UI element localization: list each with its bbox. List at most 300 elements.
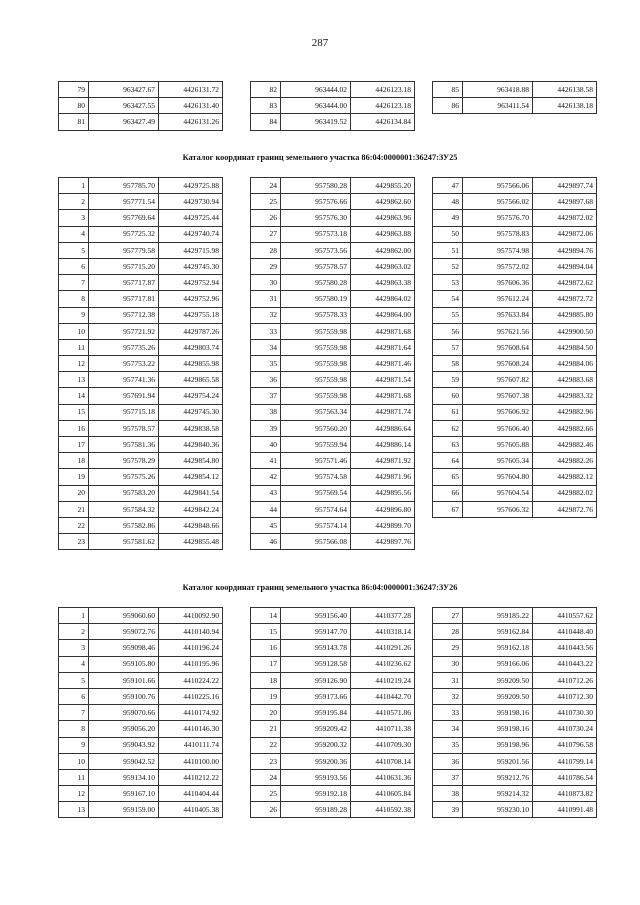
- y-coordinate: 4410318.14: [351, 624, 415, 640]
- y-coordinate: 4426131.26: [159, 114, 223, 130]
- table-row: [251, 291, 415, 307]
- point-number: 24: [251, 769, 281, 785]
- point-number: 21: [59, 501, 89, 517]
- x-coordinate: 963411.54: [463, 98, 533, 114]
- y-coordinate: 4426138.18: [533, 98, 597, 114]
- table-row: [433, 721, 597, 737]
- x-coordinate: 957583.20: [89, 485, 159, 501]
- x-coordinate: 959166.06: [463, 656, 533, 672]
- x-coordinate: 959056.20: [89, 721, 159, 737]
- table-row: [433, 624, 597, 640]
- x-coordinate: 957566.08: [281, 534, 351, 550]
- coordinate-table: [250, 177, 415, 550]
- x-coordinate: 957633.84: [463, 307, 533, 323]
- x-coordinate: 957574.58: [281, 469, 351, 485]
- x-coordinate: 957607.82: [463, 372, 533, 388]
- y-coordinate: 4429752.96: [159, 291, 223, 307]
- table-row: [59, 437, 223, 453]
- y-coordinate: 4429882.96: [533, 404, 597, 420]
- point-number: 33: [433, 705, 463, 721]
- y-coordinate: 4429752.94: [159, 275, 223, 291]
- x-coordinate: 957573.18: [281, 226, 351, 242]
- y-coordinate: 4410708.14: [351, 753, 415, 769]
- point-number: 2: [59, 194, 89, 210]
- point-number: 57: [433, 339, 463, 355]
- y-coordinate: 4429895.56: [351, 485, 415, 501]
- point-number: 43: [251, 485, 281, 501]
- y-coordinate: 4410404.44: [159, 786, 223, 802]
- point-number: 1: [59, 608, 89, 624]
- point-number: 21: [251, 721, 281, 737]
- point-number: 12: [59, 356, 89, 372]
- table-row: [251, 737, 415, 753]
- point-number: 7: [59, 275, 89, 291]
- point-number: 65: [433, 469, 463, 485]
- point-number: 24: [251, 178, 281, 194]
- table-row: [433, 178, 597, 194]
- table-row: [251, 534, 415, 550]
- point-number: 17: [59, 437, 89, 453]
- x-coordinate: 957605.34: [463, 453, 533, 469]
- point-number: 26: [251, 210, 281, 226]
- x-coordinate: 963427.67: [89, 82, 159, 98]
- y-coordinate: 4410219.24: [351, 672, 415, 688]
- point-number: 28: [433, 624, 463, 640]
- table-row: [433, 339, 597, 355]
- y-coordinate: 4429840.36: [159, 437, 223, 453]
- x-coordinate: 957771.54: [89, 194, 159, 210]
- x-coordinate: 957753.22: [89, 356, 159, 372]
- point-number: 1: [59, 178, 89, 194]
- point-number: 35: [433, 737, 463, 753]
- point-number: 31: [251, 291, 281, 307]
- table-row: [251, 656, 415, 672]
- table-row: [251, 501, 415, 517]
- table-row: [433, 420, 597, 436]
- x-coordinate: 959162.18: [463, 640, 533, 656]
- point-number: 15: [251, 624, 281, 640]
- point-number: 10: [59, 753, 89, 769]
- table-row: [251, 372, 415, 388]
- y-coordinate: 4426134.84: [351, 114, 415, 130]
- y-coordinate: 4429872.72: [533, 291, 597, 307]
- x-coordinate: 957575.26: [89, 469, 159, 485]
- x-coordinate: 957573.56: [281, 242, 351, 258]
- y-coordinate: 4410212.22: [159, 769, 223, 785]
- table-row: [59, 307, 223, 323]
- table-row: [251, 802, 415, 818]
- page-number: 287: [311, 37, 329, 49]
- point-number: 38: [433, 786, 463, 802]
- point-number: 66: [433, 485, 463, 501]
- y-coordinate: 4429894.76: [533, 242, 597, 258]
- x-coordinate: 963427.55: [89, 98, 159, 114]
- y-coordinate: 4410605.84: [351, 786, 415, 802]
- table-row: [251, 688, 415, 704]
- table-row: [251, 437, 415, 453]
- table-row: [433, 802, 597, 818]
- table-row: [251, 339, 415, 355]
- table-row: [251, 624, 415, 640]
- y-coordinate: 4426123.18: [351, 98, 415, 114]
- table-row: [59, 420, 223, 436]
- y-coordinate: 4410730.24: [533, 721, 597, 737]
- point-number: 39: [433, 802, 463, 818]
- point-number: 15: [59, 404, 89, 420]
- y-coordinate: 4410291.26: [351, 640, 415, 656]
- table-row: [433, 388, 597, 404]
- table-row: [59, 534, 223, 550]
- x-coordinate: 959101.66: [89, 672, 159, 688]
- y-coordinate: 4429855.48: [159, 534, 223, 550]
- y-coordinate: 4429838.58: [159, 420, 223, 436]
- x-coordinate: 959195.84: [281, 705, 351, 721]
- point-number: 54: [433, 291, 463, 307]
- table-row: [59, 226, 223, 242]
- x-coordinate: 959072.76: [89, 624, 159, 640]
- x-coordinate: 957607.38: [463, 388, 533, 404]
- x-coordinate: 957691.94: [89, 388, 159, 404]
- point-number: 41: [251, 453, 281, 469]
- coordinate-table: [432, 607, 597, 818]
- point-number: 81: [59, 114, 89, 130]
- y-coordinate: 4429882.12: [533, 469, 597, 485]
- point-number: 40: [251, 437, 281, 453]
- point-number: 11: [59, 769, 89, 785]
- y-coordinate: 4429884.50: [533, 339, 597, 355]
- x-coordinate: 957582.86: [89, 517, 159, 533]
- x-coordinate: 957566.02: [463, 194, 533, 210]
- point-number: 8: [59, 721, 89, 737]
- x-coordinate: 957574.64: [281, 501, 351, 517]
- x-coordinate: 959043.92: [89, 737, 159, 753]
- point-number: 29: [251, 258, 281, 274]
- point-number: 23: [59, 534, 89, 550]
- point-number: 14: [251, 608, 281, 624]
- point-number: 39: [251, 420, 281, 436]
- table-row: [59, 339, 223, 355]
- table-row: [59, 672, 223, 688]
- x-coordinate: 957725.32: [89, 226, 159, 242]
- y-coordinate: 4429871.68: [351, 323, 415, 339]
- y-coordinate: 4410730.30: [533, 705, 597, 721]
- point-number: 42: [251, 469, 281, 485]
- x-coordinate: 957606.36: [463, 275, 533, 291]
- y-coordinate: 4410224.22: [159, 672, 223, 688]
- point-number: 3: [59, 640, 89, 656]
- point-number: 26: [251, 802, 281, 818]
- x-coordinate: 957621.56: [463, 323, 533, 339]
- x-coordinate: 957559.98: [281, 372, 351, 388]
- table-row: [433, 82, 597, 98]
- x-coordinate: 959173.66: [281, 688, 351, 704]
- table-row: [59, 786, 223, 802]
- x-coordinate: 957576.66: [281, 194, 351, 210]
- x-coordinate: 957779.58: [89, 242, 159, 258]
- y-coordinate: 4410174.92: [159, 705, 223, 721]
- point-number: 22: [251, 737, 281, 753]
- x-coordinate: 957559.94: [281, 437, 351, 453]
- table-row: [251, 323, 415, 339]
- y-coordinate: 4410873.82: [533, 786, 597, 802]
- table-row: [433, 242, 597, 258]
- table-row: [59, 485, 223, 501]
- coordinate-table: [250, 607, 415, 818]
- y-coordinate: 4429871.46: [351, 356, 415, 372]
- table-row: [433, 485, 597, 501]
- coordinate-table: [58, 177, 223, 550]
- x-coordinate: 959189.28: [281, 802, 351, 818]
- table-row: [59, 404, 223, 420]
- point-number: 17: [251, 656, 281, 672]
- y-coordinate: 4429872.06: [533, 226, 597, 242]
- x-coordinate: 957566.06: [463, 178, 533, 194]
- table-row: [433, 608, 597, 624]
- coordinate-table: [432, 177, 597, 518]
- point-number: 51: [433, 242, 463, 258]
- x-coordinate: 957785.70: [89, 178, 159, 194]
- y-coordinate: 4429864.02: [351, 291, 415, 307]
- y-coordinate: 4410195.96: [159, 656, 223, 672]
- table-row: [433, 437, 597, 453]
- table-row: [433, 275, 597, 291]
- table-row: [251, 210, 415, 226]
- y-coordinate: 4410111.74: [159, 737, 223, 753]
- point-number: 19: [59, 469, 89, 485]
- y-coordinate: 4429897.76: [351, 534, 415, 550]
- x-coordinate: 959209.50: [463, 688, 533, 704]
- point-number: 2: [59, 624, 89, 640]
- table-row: [433, 501, 597, 517]
- y-coordinate: 4410448.40: [533, 624, 597, 640]
- x-coordinate: 957574.14: [281, 517, 351, 533]
- point-number: 20: [251, 705, 281, 721]
- x-coordinate: 959201.56: [463, 753, 533, 769]
- catalog-heading: Каталог координат границ земельного участка 86:04:0000001:36247:ЗУ26: [182, 583, 458, 592]
- x-coordinate: 957559.98: [281, 323, 351, 339]
- x-coordinate: 957608.24: [463, 356, 533, 372]
- y-coordinate: 4429841.54: [159, 485, 223, 501]
- point-number: 32: [251, 307, 281, 323]
- table-row: [59, 82, 223, 98]
- table-row: [59, 721, 223, 737]
- point-number: 3: [59, 210, 89, 226]
- y-coordinate: 4410786.54: [533, 769, 597, 785]
- y-coordinate: 4410236.62: [351, 656, 415, 672]
- table-row: [251, 114, 415, 130]
- table-row: [251, 640, 415, 656]
- point-number: 58: [433, 356, 463, 372]
- point-number: 32: [433, 688, 463, 704]
- x-coordinate: 959128.58: [281, 656, 351, 672]
- x-coordinate: 959098.46: [89, 640, 159, 656]
- table-row: [251, 453, 415, 469]
- table-row: [251, 275, 415, 291]
- x-coordinate: 959230.10: [463, 802, 533, 818]
- table-row: [251, 786, 415, 802]
- point-number: 49: [433, 210, 463, 226]
- x-coordinate: 959209.42: [281, 721, 351, 737]
- x-coordinate: 959200.32: [281, 737, 351, 753]
- y-coordinate: 4410712.26: [533, 672, 597, 688]
- table-row: [433, 307, 597, 323]
- table-row: [433, 640, 597, 656]
- x-coordinate: 957606.92: [463, 404, 533, 420]
- point-number: 6: [59, 688, 89, 704]
- y-coordinate: 4429871.54: [351, 372, 415, 388]
- x-coordinate: 957580.28: [281, 275, 351, 291]
- table-row: [59, 178, 223, 194]
- x-coordinate: 957563.34: [281, 404, 351, 420]
- y-coordinate: 4410796.58: [533, 737, 597, 753]
- y-coordinate: 4429864.00: [351, 307, 415, 323]
- y-coordinate: 4429886.14: [351, 437, 415, 453]
- y-coordinate: 4429745.30: [159, 258, 223, 274]
- catalog-heading: Каталог координат границ земельного участка 86:04:0000001:36247:ЗУ25: [182, 153, 458, 162]
- table-row: [59, 242, 223, 258]
- x-coordinate: 957717.87: [89, 275, 159, 291]
- coordinate-table: [58, 607, 223, 818]
- x-coordinate: 957578.57: [281, 258, 351, 274]
- x-coordinate: 963419.52: [281, 114, 351, 130]
- y-coordinate: 4429863.02: [351, 258, 415, 274]
- x-coordinate: 957578.33: [281, 307, 351, 323]
- x-coordinate: 959147.70: [281, 624, 351, 640]
- table-row: [433, 210, 597, 226]
- table-row: [433, 688, 597, 704]
- table-row: [251, 307, 415, 323]
- y-coordinate: 4410443.56: [533, 640, 597, 656]
- point-number: 25: [251, 194, 281, 210]
- x-coordinate: 959126.90: [281, 672, 351, 688]
- table-row: [251, 258, 415, 274]
- table-row: [59, 517, 223, 533]
- x-coordinate: 959134.10: [89, 769, 159, 785]
- table-row: [59, 388, 223, 404]
- y-coordinate: 4429883.68: [533, 372, 597, 388]
- table-row: [59, 469, 223, 485]
- x-coordinate: 957580.19: [281, 291, 351, 307]
- x-coordinate: 957721.92: [89, 323, 159, 339]
- point-number: 34: [433, 721, 463, 737]
- x-coordinate: 957574.98: [463, 242, 533, 258]
- y-coordinate: 4429872.02: [533, 210, 597, 226]
- table-row: [251, 356, 415, 372]
- y-coordinate: 4429863.38: [351, 275, 415, 291]
- y-coordinate: 4429882.02: [533, 485, 597, 501]
- y-coordinate: 4429862.00: [351, 242, 415, 258]
- table-row: [251, 769, 415, 785]
- table-row: [59, 275, 223, 291]
- x-coordinate: 959193.56: [281, 769, 351, 785]
- y-coordinate: 4410442.70: [351, 688, 415, 704]
- y-coordinate: 4410092.90: [159, 608, 223, 624]
- y-coordinate: 4429755.18: [159, 307, 223, 323]
- x-coordinate: 959198.16: [463, 721, 533, 737]
- table-row: [59, 372, 223, 388]
- table-row: [433, 356, 597, 372]
- point-number: 46: [251, 534, 281, 550]
- x-coordinate: 959156.40: [281, 608, 351, 624]
- y-coordinate: 4429886.64: [351, 420, 415, 436]
- table-row: [251, 404, 415, 420]
- x-coordinate: 957578.83: [463, 226, 533, 242]
- point-number: 14: [59, 388, 89, 404]
- point-number: 80: [59, 98, 89, 114]
- table-row: [251, 705, 415, 721]
- table-row: [251, 194, 415, 210]
- point-number: 53: [433, 275, 463, 291]
- x-coordinate: 957569.54: [281, 485, 351, 501]
- y-coordinate: 4410100.00: [159, 753, 223, 769]
- y-coordinate: 4410592.38: [351, 802, 415, 818]
- point-number: 64: [433, 453, 463, 469]
- table-row: [433, 226, 597, 242]
- y-coordinate: 4410405.38: [159, 802, 223, 818]
- y-coordinate: 4410557.62: [533, 608, 597, 624]
- table-row: [433, 705, 597, 721]
- y-coordinate: 4429787.26: [159, 323, 223, 339]
- point-number: 38: [251, 404, 281, 420]
- y-coordinate: 4429871.74: [351, 404, 415, 420]
- x-coordinate: 957604.54: [463, 485, 533, 501]
- x-coordinate: 957572.02: [463, 258, 533, 274]
- table-row: [59, 753, 223, 769]
- y-coordinate: 4429872.62: [533, 275, 597, 291]
- y-coordinate: 4410711.38: [351, 721, 415, 737]
- y-coordinate: 4429862.60: [351, 194, 415, 210]
- y-coordinate: 4429871.92: [351, 453, 415, 469]
- x-coordinate: 957604.80: [463, 469, 533, 485]
- point-number: 20: [59, 485, 89, 501]
- coordinate-table: [432, 81, 597, 114]
- x-coordinate: 959209.50: [463, 672, 533, 688]
- point-number: 16: [59, 420, 89, 436]
- y-coordinate: 4410709.30: [351, 737, 415, 753]
- table-row: [251, 420, 415, 436]
- y-coordinate: 4429882.46: [533, 437, 597, 453]
- x-coordinate: 957560.20: [281, 420, 351, 436]
- x-coordinate: 959060.60: [89, 608, 159, 624]
- x-coordinate: 957715.18: [89, 404, 159, 420]
- x-coordinate: 959162.84: [463, 624, 533, 640]
- table-row: [433, 786, 597, 802]
- x-coordinate: 957584.32: [89, 501, 159, 517]
- point-number: 18: [59, 453, 89, 469]
- y-coordinate: 4429871.96: [351, 469, 415, 485]
- y-coordinate: 4429865.58: [159, 372, 223, 388]
- table-row: [433, 453, 597, 469]
- point-number: 84: [251, 114, 281, 130]
- table-row: [59, 608, 223, 624]
- table-row: [251, 721, 415, 737]
- y-coordinate: 4410146.30: [159, 721, 223, 737]
- table-row: [433, 404, 597, 420]
- x-coordinate: 959192.18: [281, 786, 351, 802]
- point-number: 36: [251, 372, 281, 388]
- table-row: [59, 656, 223, 672]
- table-row: [251, 672, 415, 688]
- point-number: 85: [433, 82, 463, 98]
- point-number: 31: [433, 672, 463, 688]
- y-coordinate: 4429754.24: [159, 388, 223, 404]
- point-number: 34: [251, 339, 281, 355]
- x-coordinate: 959143.78: [281, 640, 351, 656]
- table-row: [433, 372, 597, 388]
- y-coordinate: 4429854.12: [159, 469, 223, 485]
- table-row: [59, 640, 223, 656]
- x-coordinate: 957717.81: [89, 291, 159, 307]
